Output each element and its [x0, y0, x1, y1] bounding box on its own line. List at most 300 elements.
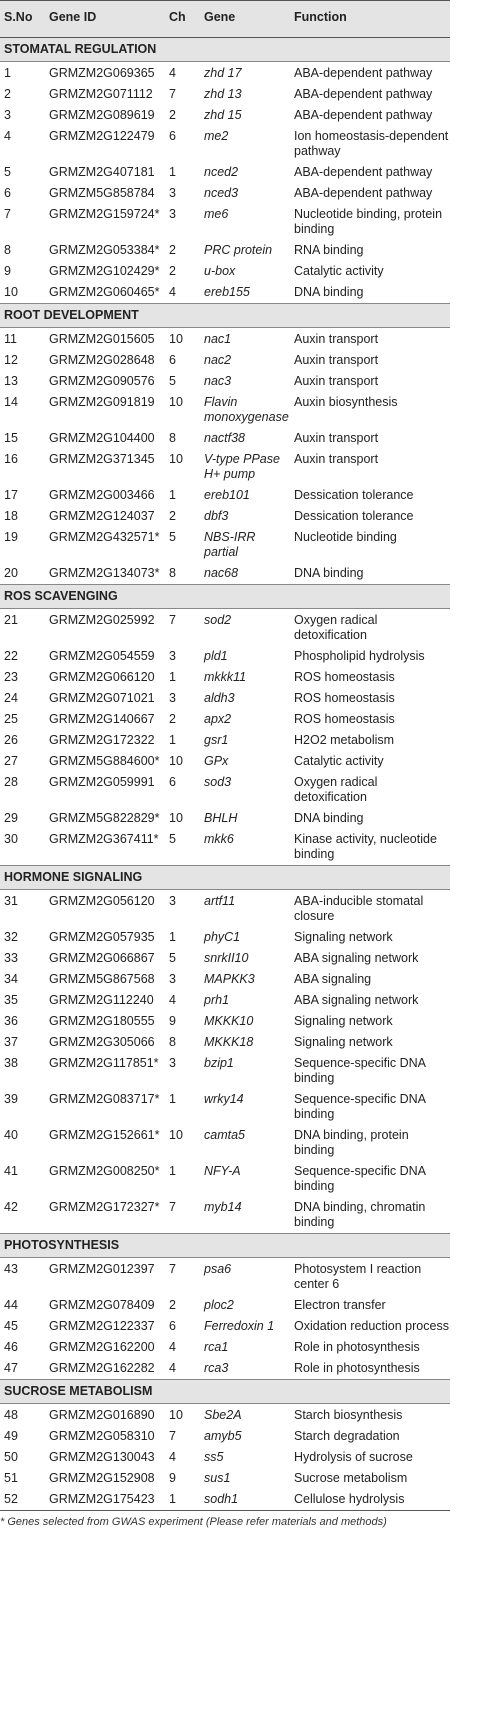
cell-gene-id: GRMZM2G172322	[49, 733, 155, 747]
table-row	[0, 1489, 450, 1510]
cell-gene: pld1	[204, 649, 228, 663]
cell-ch: 10	[169, 754, 183, 768]
cell-sno: 5	[4, 165, 11, 179]
cell-ch: 2	[169, 509, 176, 523]
cell-sno: 24	[4, 691, 18, 705]
cell-ch: 6	[169, 353, 176, 367]
cell-function: Starch degradation	[294, 1429, 400, 1443]
cell-gene: MKKK18	[204, 1035, 254, 1049]
cell-ch: 1	[169, 1092, 176, 1106]
cell-gene-id: GRMZM2G071021	[49, 691, 155, 705]
table-row	[0, 1404, 450, 1427]
table-row	[0, 1447, 450, 1468]
table-row	[0, 428, 450, 449]
section-title: SUCROSE METABOLISM	[0, 1380, 450, 1404]
cell-function: Hydrolysis of sucrose	[294, 1450, 413, 1464]
table-row	[0, 485, 450, 506]
cell-gene-id: GRMZM2G175423	[49, 1492, 155, 1506]
cell-function: ABA-inducible stomatal closure	[294, 894, 424, 923]
cell-ch: 2	[169, 243, 176, 257]
cell-function: DNA binding	[294, 566, 364, 580]
cell-gene: ereb155	[204, 285, 250, 299]
cell-ch: 6	[169, 775, 176, 789]
cell-gene-id: GRMZM2G078409	[49, 1298, 155, 1312]
table-row	[0, 772, 450, 808]
table-row	[0, 829, 450, 866]
table-row	[0, 1197, 450, 1234]
table-row	[0, 105, 450, 126]
cell-ch: 10	[169, 1128, 183, 1142]
cell-gene: dbf3	[204, 509, 229, 523]
cell-sno: 30	[4, 832, 18, 846]
cell-ch: 4	[169, 1340, 176, 1354]
cell-sno: 34	[4, 972, 18, 986]
cell-gene: nac3	[204, 374, 232, 388]
section-header-row	[0, 1380, 450, 1404]
cell-function: DNA binding	[294, 285, 364, 299]
cell-ch: 3	[169, 186, 176, 200]
header-ch: Ch	[165, 1, 200, 38]
cell-gene: u-box	[204, 264, 236, 278]
cell-sno: 27	[4, 754, 18, 768]
cell-gene-id: GRMZM5G884600*	[49, 754, 160, 768]
cell-function: Catalytic activity	[294, 754, 384, 768]
cell-sno: 23	[4, 670, 18, 684]
table-row	[0, 927, 450, 948]
cell-function: ABA-dependent pathway	[294, 108, 433, 122]
cell-sno: 38	[4, 1056, 18, 1070]
cell-gene-id: GRMZM2G371345	[49, 452, 155, 466]
section-title: PHOTOSYNTHESIS	[0, 1234, 450, 1258]
cell-gene-id: GRMZM2G012397	[49, 1262, 155, 1276]
cell-gene: rca3	[204, 1361, 229, 1375]
cell-sno: 44	[4, 1298, 18, 1312]
cell-gene-id: GRMZM2G069365	[49, 66, 155, 80]
cell-gene: nac1	[204, 332, 232, 346]
cell-ch: 10	[169, 395, 183, 409]
table-row	[0, 328, 450, 351]
cell-sno: 20	[4, 566, 18, 580]
cell-gene-id: GRMZM2G066867	[49, 951, 155, 965]
cell-gene-id: GRMZM2G134073*	[49, 566, 160, 580]
cell-ch: 1	[169, 670, 176, 684]
table-row	[0, 392, 450, 428]
cell-gene: ereb101	[204, 488, 250, 502]
cell-gene: psa6	[204, 1262, 232, 1276]
cell-function: ABA-dependent pathway	[294, 165, 433, 179]
cell-gene-id: GRMZM5G867568	[49, 972, 155, 986]
table-row	[0, 371, 450, 392]
cell-ch: 6	[169, 129, 176, 143]
cell-ch: 9	[169, 1471, 176, 1485]
cell-sno: 12	[4, 353, 18, 367]
cell-sno: 45	[4, 1319, 18, 1333]
cell-gene: myb14	[204, 1200, 242, 1214]
cell-ch: 1	[169, 1164, 176, 1178]
cell-ch: 10	[169, 452, 183, 466]
cell-gene-id: GRMZM2G090576	[49, 374, 155, 388]
cell-sno: 26	[4, 733, 18, 747]
section-title: ROOT DEVELOPMENT	[0, 304, 450, 328]
cell-sno: 33	[4, 951, 18, 965]
cell-ch: 2	[169, 1298, 176, 1312]
cell-function: Signaling network	[294, 1035, 393, 1049]
cell-gene-id: GRMZM2G008250*	[49, 1164, 160, 1178]
cell-function: Oxygen radical detoxification	[294, 613, 378, 642]
cell-gene-id: GRMZM2G305066	[49, 1035, 155, 1049]
cell-gene-id: GRMZM2G432571*	[49, 530, 160, 544]
table-row	[0, 1358, 450, 1380]
cell-gene-id: GRMZM2G060465*	[49, 285, 160, 299]
header-row	[0, 1, 450, 38]
cell-gene: nced2	[204, 165, 239, 179]
cell-gene-id: GRMZM2G102429*	[49, 264, 160, 278]
cell-gene: zhd 13	[204, 87, 242, 101]
cell-sno: 4	[4, 129, 11, 143]
table-row	[0, 609, 450, 647]
cell-function: ABA signaling	[294, 972, 372, 986]
cell-gene: V-type PPase H+ pump	[204, 452, 280, 481]
cell-sno: 17	[4, 488, 18, 502]
cell-ch: 7	[169, 1429, 176, 1443]
cell-function: Role in photosynthesis	[294, 1361, 420, 1375]
cell-ch: 5	[169, 374, 176, 388]
cell-gene: Ferredoxin 1	[204, 1319, 275, 1333]
cell-gene-id: GRMZM2G057935	[49, 930, 155, 944]
cell-gene-id: GRMZM2G016890	[49, 1408, 155, 1422]
cell-gene-id: GRMZM2G124037	[49, 509, 155, 523]
table-row	[0, 646, 450, 667]
cell-gene: aldh3	[204, 691, 235, 705]
cell-ch: 4	[169, 66, 176, 80]
cell-function: Kinase activity, nucleotide binding	[294, 832, 437, 861]
cell-gene-id: GRMZM2G054559	[49, 649, 155, 663]
cell-gene-id: GRMZM2G367411*	[49, 832, 159, 846]
cell-gene: phyC1	[204, 930, 241, 944]
cell-gene-id: GRMZM2G003466	[49, 488, 155, 502]
cell-function: Role in photosynthesis	[294, 1340, 420, 1354]
cell-ch: 4	[169, 1450, 176, 1464]
table-row	[0, 204, 450, 240]
cell-gene-id: GRMZM2G056120	[49, 894, 155, 908]
table-row	[0, 240, 450, 261]
cell-ch: 9	[169, 1014, 176, 1028]
cell-gene: sod3	[204, 775, 232, 789]
cell-function: Photosystem I reaction center 6	[294, 1262, 422, 1291]
cell-gene: nac2	[204, 353, 232, 367]
cell-gene: artf11	[204, 894, 236, 908]
cell-gene: zhd 15	[204, 108, 242, 122]
table-row	[0, 183, 450, 204]
cell-gene: rca1	[204, 1340, 229, 1354]
cell-function: Cellulose hydrolysis	[294, 1492, 405, 1506]
cell-sno: 28	[4, 775, 18, 789]
table-row	[0, 527, 450, 563]
cell-sno: 48	[4, 1408, 18, 1422]
cell-gene-id: GRMZM2G172327*	[49, 1200, 160, 1214]
cell-function: Auxin transport	[294, 353, 379, 367]
cell-gene: nac68	[204, 566, 239, 580]
cell-gene: mkkk11	[204, 670, 247, 684]
section-title: STOMATAL REGULATION	[0, 38, 450, 62]
header-sno: S.No	[0, 1, 45, 38]
cell-sno: 18	[4, 509, 18, 523]
cell-gene: nactf38	[204, 431, 246, 445]
cell-ch: 3	[169, 972, 176, 986]
table-row	[0, 1011, 450, 1032]
cell-function: Sequence-specific DNA binding	[294, 1092, 426, 1121]
table-bottom-rule	[0, 1510, 450, 1511]
cell-gene: ss5	[204, 1450, 224, 1464]
cell-gene: Flavin monoxygenase	[204, 395, 289, 424]
table-row	[0, 688, 450, 709]
cell-sno: 13	[4, 374, 18, 388]
table-row	[0, 162, 450, 183]
cell-function: DNA binding	[294, 811, 364, 825]
cell-gene: NFY-A	[204, 1164, 241, 1178]
cell-function: Auxin transport	[294, 431, 379, 445]
section-header-row	[0, 585, 450, 609]
cell-gene-id: GRMZM2G159724*	[49, 207, 160, 221]
cell-sno: 46	[4, 1340, 18, 1354]
cell-ch: 7	[169, 87, 176, 101]
cell-function: Starch biosynthesis	[294, 1408, 403, 1422]
section-header-row	[0, 866, 450, 890]
cell-function: Sequence-specific DNA binding	[294, 1056, 426, 1085]
cell-gene-id: GRMZM2G083717*	[49, 1092, 160, 1106]
cell-function: ABA signaling network	[294, 951, 419, 965]
table-row	[0, 969, 450, 990]
header-gene: Gene	[200, 1, 290, 38]
cell-gene: sus1	[204, 1471, 231, 1485]
cell-gene-id: GRMZM2G117851*	[49, 1056, 159, 1070]
cell-ch: 3	[169, 691, 176, 705]
cell-sno: 40	[4, 1128, 18, 1142]
cell-ch: 3	[169, 894, 176, 908]
cell-ch: 10	[169, 332, 183, 346]
cell-ch: 2	[169, 264, 176, 278]
cell-ch: 5	[169, 530, 176, 544]
table-row	[0, 261, 450, 282]
cell-function: Auxin transport	[294, 332, 379, 346]
cell-ch: 10	[169, 811, 183, 825]
cell-ch: 6	[169, 1319, 176, 1333]
cell-sno: 15	[4, 431, 18, 445]
cell-function: ABA-dependent pathway	[294, 66, 433, 80]
cell-ch: 1	[169, 733, 176, 747]
cell-function: Signaling network	[294, 1014, 393, 1028]
table-row	[0, 1295, 450, 1316]
footnote: * Genes selected from GWAS experiment (Please refer materials and methods)	[0, 1516, 387, 1528]
cell-function: DNA binding, protein binding	[294, 1128, 409, 1157]
table-row	[0, 1089, 450, 1125]
cell-gene-id: GRMZM2G152908	[49, 1471, 155, 1485]
cell-function: Auxin transport	[294, 452, 379, 466]
cell-ch: 10	[169, 1408, 183, 1422]
cell-gene: me2	[204, 129, 229, 143]
table-row	[0, 667, 450, 688]
cell-gene: camta5	[204, 1128, 245, 1142]
cell-sno: 50	[4, 1450, 18, 1464]
cell-function: Nucleotide binding, protein binding	[294, 207, 443, 236]
cell-sno: 49	[4, 1429, 18, 1443]
cell-sno: 1	[4, 66, 11, 80]
cell-ch: 4	[169, 1361, 176, 1375]
cell-sno: 35	[4, 993, 18, 1007]
cell-gene: ploc2	[204, 1298, 234, 1312]
cell-ch: 2	[169, 108, 176, 122]
cell-sno: 6	[4, 186, 11, 200]
table-row	[0, 62, 450, 85]
table-row	[0, 1258, 450, 1296]
cell-sno: 22	[4, 649, 18, 663]
cell-sno: 11	[4, 332, 17, 346]
cell-sno: 10	[4, 285, 18, 299]
section-header-row	[0, 38, 450, 62]
cell-sno: 39	[4, 1092, 18, 1106]
cell-gene: Sbe2A	[204, 1408, 242, 1422]
cell-gene-id: GRMZM2G162200	[49, 1340, 155, 1354]
cell-function: ROS homeostasis	[294, 691, 395, 705]
section-title: HORMONE SIGNALING	[0, 866, 450, 890]
cell-function: Catalytic activity	[294, 264, 384, 278]
cell-sno: 36	[4, 1014, 18, 1028]
cell-gene: zhd 17	[204, 66, 242, 80]
cell-ch: 8	[169, 566, 176, 580]
cell-function: Oxygen radical detoxification	[294, 775, 378, 804]
cell-gene: me6	[204, 207, 229, 221]
cell-function: Oxidation reduction process	[294, 1319, 449, 1333]
table-body	[0, 38, 450, 1511]
table-row	[0, 709, 450, 730]
cell-gene-id: GRMZM2G025992	[49, 613, 155, 627]
table-row	[0, 808, 450, 829]
table-row	[0, 1053, 450, 1089]
table-row	[0, 84, 450, 105]
cell-function: ABA-dependent pathway	[294, 186, 433, 200]
cell-gene-id: GRMZM2G059991	[49, 775, 155, 789]
cell-gene: MKKK10	[204, 1014, 254, 1028]
cell-sno: 43	[4, 1262, 18, 1276]
cell-gene: MAPKK3	[204, 972, 255, 986]
table-row	[0, 449, 450, 485]
cell-gene: amyb5	[204, 1429, 242, 1443]
section-header-row	[0, 1234, 450, 1258]
cell-gene-id: GRMZM2G028648	[49, 353, 155, 367]
table-row	[0, 506, 450, 527]
cell-gene-id: GRMZM2G122337	[49, 1319, 155, 1333]
cell-function: Dessication tolerance	[294, 488, 414, 502]
cell-function: Nucleotide binding	[294, 530, 397, 544]
table-row	[0, 730, 450, 751]
cell-ch: 2	[169, 712, 176, 726]
table-row	[0, 563, 450, 585]
cell-gene: snrkII10	[204, 951, 249, 965]
cell-gene-id: GRMZM5G822829*	[49, 811, 160, 825]
table-row	[0, 1032, 450, 1053]
cell-function: Auxin transport	[294, 374, 379, 388]
table-row	[0, 1426, 450, 1447]
cell-sno: 8	[4, 243, 11, 257]
header-gene-id: Gene ID	[45, 1, 165, 38]
cell-gene: apx2	[204, 712, 232, 726]
table-row	[0, 751, 450, 772]
cell-sno: 9	[4, 264, 11, 278]
cell-function: ROS homeostasis	[294, 670, 395, 684]
cell-sno: 7	[4, 207, 11, 221]
table-row	[0, 1125, 450, 1161]
cell-function: H2O2 metabolism	[294, 733, 395, 747]
cell-function: Ion homeostasis-dependent pathway	[294, 129, 449, 158]
cell-ch: 4	[169, 285, 176, 299]
cell-sno: 14	[4, 395, 18, 409]
cell-function: DNA binding, chromatin binding	[294, 1200, 426, 1229]
table-row	[0, 1337, 450, 1358]
table-row	[0, 350, 450, 371]
cell-ch: 8	[169, 1035, 176, 1049]
cell-sno: 19	[4, 530, 18, 544]
header-function: Function	[290, 1, 450, 38]
table-header	[0, 1, 450, 38]
table-row	[0, 1161, 450, 1197]
cell-gene: sodh1	[204, 1492, 239, 1506]
cell-gene-id: GRMZM2G071112	[49, 87, 153, 101]
cell-ch: 4	[169, 993, 176, 1007]
cell-gene-id: GRMZM2G053384*	[49, 243, 160, 257]
cell-function: Phospholipid hydrolysis	[294, 649, 425, 663]
cell-function: Sucrose metabolism	[294, 1471, 408, 1485]
cell-gene: bzip1	[204, 1056, 234, 1070]
table-row	[0, 1316, 450, 1337]
cell-function: Signaling network	[294, 930, 393, 944]
cell-sno: 16	[4, 452, 18, 466]
cell-gene-id: GRMZM2G180555	[49, 1014, 155, 1028]
cell-ch: 3	[169, 207, 176, 221]
table-row	[0, 990, 450, 1011]
cell-function: Electron transfer	[294, 1298, 386, 1312]
cell-sno: 32	[4, 930, 18, 944]
section-title: ROS SCAVENGING	[0, 585, 450, 609]
cell-ch: 7	[169, 613, 176, 627]
cell-function: ROS homeostasis	[294, 712, 395, 726]
cell-ch: 8	[169, 431, 176, 445]
cell-gene: BHLH	[204, 811, 238, 825]
cell-sno: 42	[4, 1200, 18, 1214]
cell-gene: prh1	[204, 993, 230, 1007]
cell-ch: 3	[169, 649, 176, 663]
cell-gene-id: GRMZM2G058310	[49, 1429, 155, 1443]
cell-gene: wrky14	[204, 1092, 244, 1106]
cell-gene-id: GRMZM2G066120	[49, 670, 155, 684]
cell-function: Sequence-specific DNA binding	[294, 1164, 426, 1193]
cell-gene-id: GRMZM2G104400	[49, 431, 155, 445]
cell-ch: 1	[169, 930, 176, 944]
cell-gene-id: GRMZM2G015605	[49, 332, 155, 346]
cell-gene-id: GRMZM2G407181	[49, 165, 155, 179]
cell-gene: nced3	[204, 186, 239, 200]
section-header-row	[0, 304, 450, 328]
cell-sno: 2	[4, 87, 11, 101]
cell-gene: GPx	[204, 754, 229, 768]
cell-ch: 1	[169, 488, 176, 502]
cell-function: RNA binding	[294, 243, 364, 257]
cell-sno: 51	[4, 1471, 18, 1485]
cell-sno: 47	[4, 1361, 18, 1375]
cell-ch: 3	[169, 1056, 176, 1070]
cell-sno: 21	[4, 613, 18, 627]
table-row	[0, 890, 450, 928]
cell-ch: 5	[169, 951, 176, 965]
